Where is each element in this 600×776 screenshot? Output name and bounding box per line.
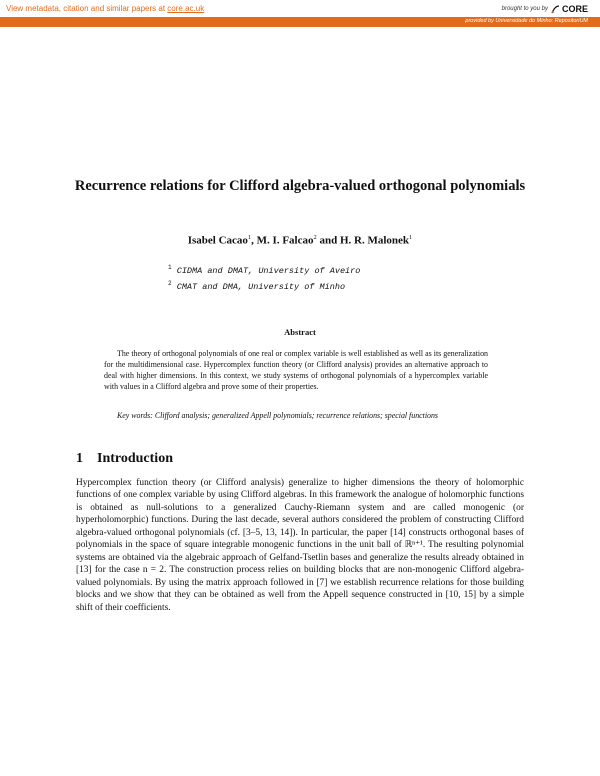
section-number: 1 xyxy=(76,451,83,466)
paper-title: Recurrence relations for Clifford algebra-valued orthogonal polynomials xyxy=(74,178,526,194)
affiliation-mark: 1 xyxy=(168,264,172,271)
core-logo-icon xyxy=(551,5,560,14)
core-link-prefix: View metadata, citation and similar papers at xyxy=(6,4,168,13)
brought-by-text: brought to you by xyxy=(501,6,548,12)
affiliation-text: CMAT and DMA, University of Minho xyxy=(176,281,346,292)
author-list xyxy=(60,234,540,247)
author-affiliation-mark: 2 xyxy=(313,234,317,241)
core-logo[interactable] xyxy=(551,4,588,14)
affiliation-text: CIDMA and DMAT, University of Aveiro xyxy=(176,265,361,276)
abstract-text: The theory of orthogonal polynomials of one real or complex variable is well established as well as its generalization for the multidimensional case. Hypercomplex function theory (or Clifford analysis) provides an alternative approach to deal with higher dimensions. In this context, we study systems of orthogonal polynomials of a hypercomplex variable with values in a Clifford algebra and prove some of their properties. xyxy=(104,349,488,391)
provider-strip xyxy=(0,17,600,27)
author-separator: and xyxy=(316,234,340,247)
abstract-heading: Abstract xyxy=(284,327,316,337)
core-branding xyxy=(502,4,588,14)
core-banner xyxy=(0,0,600,28)
author-name: H. R. Malonek xyxy=(339,234,410,247)
section-heading xyxy=(76,451,173,467)
author-name: M. I. Falcao xyxy=(256,234,314,247)
section-title: Introduction xyxy=(97,451,173,466)
affiliation xyxy=(168,264,360,276)
core-metadata-link-line xyxy=(6,4,204,13)
author-name: Isabel Cacao xyxy=(187,234,248,247)
author-affiliation-mark: 1 xyxy=(409,234,413,241)
affiliation xyxy=(168,280,345,292)
introduction-paragraph: Hypercomplex function theory (or Clifford analysis) generalize to higher dimensions the theory of holomorphic functions of one complex variable by using Clifford algebras. In this framework the analogue of holomorphic functions is obtained as null-solutions to a generalized Cauchy-Riemann system and are called monogenic (or hyperholomorphic) functions. During the last decade, several authors considered the problem of constructing Clifford algebra-valued orthogonal polynomials (cf. [3–5, 13, 14]). In particular, the paper [14] constructs orthogonal bases of polynomials in the space of square integrable monogenic functions in the unit ball of ℝⁿ⁺¹. The resulting polynomial systems are obtained via the algebraic approach of Gelfand-Tsetlin bases and generalize the results already obtained in [13] for the case n = 2. The construction process relies on building blocks that are non-monogenic Clifford algebra-valued polynomials. By using the matrix approach followed in [7] we establish recurrence relations for those building blocks and we show that they can be obtained as well from the Appell sequence constructed in [10, 15] by a simple shift of their coefficients. xyxy=(76,478,524,613)
core-link[interactable]: core.ac.uk xyxy=(167,4,205,13)
keywords: Key words: Clifford analysis; generalized Appell polynomials; recurrence relations; special functions xyxy=(117,411,438,420)
affiliation-mark: 2 xyxy=(168,280,172,287)
core-logo-text: CORE xyxy=(561,4,588,14)
author-affiliation-mark: 1 xyxy=(247,234,252,241)
author-separator: , xyxy=(251,234,257,247)
provided-by-text[interactable]: provided by Universidade do Minho: RepositoriUM xyxy=(465,18,588,24)
